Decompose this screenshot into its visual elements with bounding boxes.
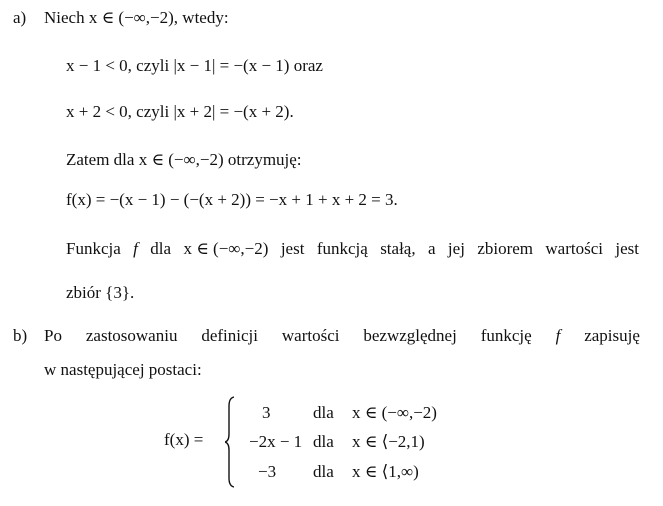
condition-2: x + 2 < 0, czyli |x + 2| = −(x + 2). (66, 102, 294, 121)
word: zapisuję (584, 326, 640, 345)
case-dla: dla (313, 462, 334, 481)
case-value: −3 (258, 462, 277, 481)
word: funkcją (316, 239, 368, 258)
word: jest (615, 239, 639, 258)
word: zastosowaniu (85, 326, 178, 345)
piecewise-lhs: f(x) = (164, 430, 204, 449)
word: a (427, 239, 436, 258)
part-b-line-1 (44, 326, 640, 346)
case-dla: dla (313, 432, 334, 451)
case-value: 3 (262, 403, 271, 422)
word: f (133, 239, 138, 258)
zatem-line: Zatem dla x ∈ (−∞,−2) otrzymuję: (66, 150, 302, 169)
case-domain: x ∈ ⟨1,∞) (352, 462, 419, 481)
part-b-line-2: w następującej postaci: (44, 360, 202, 379)
part-b-label: b) (13, 326, 28, 345)
part-a-label: a) (13, 8, 27, 27)
word: wartości (545, 239, 603, 258)
condition-1: x − 1 < 0, czyli |x − 1| = −(x − 1) oraz (66, 56, 323, 75)
word: zbiorem (477, 239, 534, 258)
case-domain: x ∈ (−∞,−2) (352, 403, 437, 422)
word: dla (150, 239, 172, 258)
case-domain: x ∈ ⟨−2,1) (352, 432, 425, 451)
conclusion-end: zbiór {3}. (66, 283, 135, 302)
case-dla: dla (313, 403, 334, 422)
word: Funkcja (66, 239, 121, 258)
left-brace-icon (225, 396, 235, 488)
word: x ∈ (−∞,−2) (183, 239, 269, 258)
word: jej (447, 239, 465, 258)
conclusion-line (66, 239, 639, 259)
formula-line: f(x) = −(x − 1) − (−(x + 2)) = −x + 1 + x + 2 = 3. (66, 190, 398, 209)
word: stałą, (380, 239, 416, 258)
word: jest (280, 239, 305, 258)
part-a-intro: Niech x ∈ (−∞,−2), wtedy: (44, 8, 229, 27)
case-value: −2x − 1 (249, 432, 303, 451)
word: f (555, 326, 561, 345)
word: Po (44, 326, 62, 345)
word: funkcję (480, 326, 532, 345)
word: bezwzględnej (363, 326, 457, 345)
word: definicji (201, 326, 258, 345)
word: wartości (281, 326, 340, 345)
